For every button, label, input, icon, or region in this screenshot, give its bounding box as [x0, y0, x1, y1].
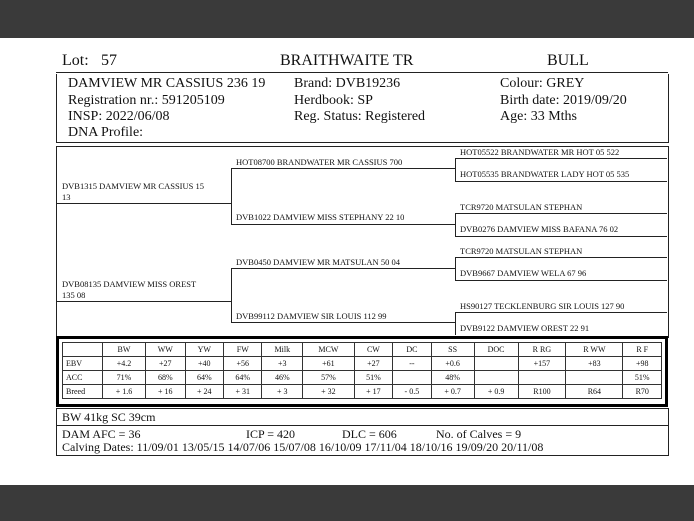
- inspection-date: INSP: 2022/06/08: [68, 109, 170, 124]
- animal-name: DAMVIEW MR CASSIUS 236 19: [68, 76, 266, 91]
- number-of-calves: No. of Calves = 9: [436, 427, 522, 441]
- bottom-letterbox-band: [0, 485, 694, 521]
- age: Age: 33 Mths: [500, 109, 577, 124]
- column-header: FW: [224, 343, 262, 357]
- header-divider: [56, 72, 668, 73]
- table-cell: + 1.6: [103, 385, 146, 399]
- column-header: CW: [354, 343, 392, 357]
- pedigree-dam-sire: DVB0450 DAMVIEW MR MATSULAN 50 04: [236, 257, 400, 267]
- row-label: EBV: [63, 357, 103, 371]
- table-cell: +98: [623, 357, 662, 371]
- pedigree-line: [455, 158, 456, 181]
- icp: ICP = 420: [246, 427, 295, 441]
- table-cell: +61: [303, 357, 355, 371]
- pedigree-line: [455, 158, 667, 159]
- pedigree-line: [455, 257, 456, 280]
- pedigree-line: [455, 257, 667, 258]
- reg-status: Reg. Status: Registered: [294, 109, 426, 124]
- pedigree-sss: HOT05522 BRANDWATER MR HOT 05 522: [460, 147, 620, 157]
- pedigree-sire-line2: 13: [62, 192, 71, 202]
- table-cell: +0.6: [431, 357, 474, 371]
- table-cell: [474, 357, 518, 371]
- performance-table-box: [56, 336, 668, 407]
- table-cell: 46%: [262, 371, 303, 385]
- table-cell: +27: [354, 357, 392, 371]
- table-cell: R70: [623, 385, 662, 399]
- table-cell: - 0.5: [393, 385, 431, 399]
- pedigree-line: [455, 236, 667, 237]
- table-cell: 64%: [185, 371, 223, 385]
- column-header: R WW: [566, 343, 623, 357]
- calving-dates: Calving Dates: 11/09/01 13/05/15 14/07/06 15/07/08 16/10/09 17/11/04 18/10/16 19/09/20 20/11/08: [62, 440, 544, 454]
- pedigree-sds: TCR9720 MATSULAN STEPHAN: [460, 202, 583, 212]
- registration-number: Registration nr.: 591205109: [68, 93, 225, 108]
- pedigree-dsd: DVB9667 DAMVIEW WELA 67 96: [460, 268, 587, 278]
- column-header: R F: [623, 343, 662, 357]
- table-cell: 51%: [354, 371, 392, 385]
- table-row-acc: [63, 371, 662, 385]
- column-header: SS: [431, 343, 474, 357]
- pedigree-line: [231, 168, 455, 169]
- dlc: DLC = 606: [342, 427, 397, 441]
- table-cell: 51%: [623, 371, 662, 385]
- pedigree-line: [231, 322, 455, 323]
- animal-type: BULL: [547, 52, 589, 69]
- pedigree-line: [455, 181, 667, 182]
- table-cell: + 31: [224, 385, 262, 399]
- pedigree-line: [231, 268, 232, 322]
- column-header: MCW: [303, 343, 355, 357]
- column-header: BW: [103, 343, 146, 357]
- table-cell: --: [393, 357, 431, 371]
- table-cell: 68%: [146, 371, 186, 385]
- table-cell: +83: [566, 357, 623, 371]
- table-cell: +27: [146, 357, 186, 371]
- pedigree-sire: DVB1315 DAMVIEW MR CASSIUS 15: [62, 181, 204, 191]
- table-row-ebv: [63, 357, 662, 371]
- pedigree-dds: HS90127 TECKLENBURG SIR LOUIS 127 90: [460, 301, 625, 311]
- lot-label: Lot:: [62, 52, 89, 69]
- pedigree-dam-line2: 135 08: [62, 290, 86, 300]
- table-cell: +4.2: [103, 357, 146, 371]
- table-cell: 64%: [224, 371, 262, 385]
- top-letterbox-band: [0, 0, 694, 38]
- pedigree-line: [231, 168, 232, 224]
- pedigree-ddd: DVB9122 DAMVIEW OREST 22 91: [460, 323, 590, 333]
- table-cell: + 16: [146, 385, 186, 399]
- dam-afc: DAM AFC = 36: [62, 427, 141, 441]
- column-header: [63, 343, 103, 357]
- row-label: Breed: [63, 385, 103, 399]
- table-cell: R64: [566, 385, 623, 399]
- table-header-row: [63, 343, 662, 357]
- pedigree-line: [455, 280, 667, 281]
- lot-number: 57: [101, 52, 117, 69]
- brand: Brand: DVB19236: [294, 76, 401, 91]
- table-cell: +157: [518, 357, 566, 371]
- table-cell: [518, 371, 566, 385]
- herdbook: Herdbook: SP: [294, 93, 373, 108]
- table-cell: + 0.7: [431, 385, 474, 399]
- table-cell: 57%: [303, 371, 355, 385]
- table-row-breed: [63, 385, 662, 399]
- pedigree-line: [57, 203, 231, 204]
- table-cell: 71%: [103, 371, 146, 385]
- dna-profile: DNA Profile:: [68, 125, 144, 140]
- table-cell: +3: [262, 357, 303, 371]
- pedigree-sire-sire: HOT08700 BRANDWATER MR CASSIUS 700: [236, 157, 403, 167]
- table-cell: [474, 371, 518, 385]
- colour: Colour: GREY: [500, 76, 585, 91]
- table-cell: + 0.9: [474, 385, 518, 399]
- column-header: DC: [393, 343, 431, 357]
- pedigree-line: [231, 268, 455, 269]
- pedigree-line: [455, 312, 667, 313]
- birth-date: Birth date: 2019/09/20: [500, 93, 627, 108]
- pedigree-line: [57, 301, 231, 302]
- pedigree-line: [231, 224, 455, 225]
- table-cell: + 3: [262, 385, 303, 399]
- pedigree-sire-dam: DVB1022 DAMVIEW MISS STEPHANY 22 10: [236, 212, 405, 222]
- bw-sc: BW 41kg SC 39cm: [62, 410, 156, 424]
- footer-divider: [56, 425, 668, 426]
- column-header: R RG: [518, 343, 566, 357]
- table-cell: [566, 371, 623, 385]
- pedigree-line: [455, 312, 456, 335]
- pedigree-dss: TCR9720 MATSULAN STEPHAN: [460, 246, 583, 256]
- column-header: Milk: [262, 343, 303, 357]
- table-cell: + 17: [354, 385, 392, 399]
- table-cell: [393, 371, 431, 385]
- pedigree-line: [455, 213, 667, 214]
- table-cell: + 32: [303, 385, 355, 399]
- pedigree-ssd: HOT05535 BRANDWATER LADY HOT 05 535: [460, 169, 630, 179]
- performance-table: [62, 342, 662, 399]
- table-cell: 48%: [431, 371, 474, 385]
- table-cell: +40: [185, 357, 223, 371]
- table-cell: +56: [224, 357, 262, 371]
- pedigree-sdd: DVB0276 DAMVIEW MISS BAFANA 76 02: [460, 224, 619, 234]
- column-header: YW: [185, 343, 223, 357]
- table-cell: + 24: [185, 385, 223, 399]
- pedigree-line: [455, 213, 456, 236]
- row-label: ACC: [63, 371, 103, 385]
- column-header: WW: [146, 343, 186, 357]
- pedigree-dam-dam: DVB99112 DAMVIEW SIR LOUIS 112 99: [236, 311, 387, 321]
- column-header: DOC: [474, 343, 518, 357]
- pedigree-dam: DVB08135 DAMVIEW MISS OREST: [62, 279, 197, 289]
- table-cell: R100: [518, 385, 566, 399]
- breeder-name: BRAITHWAITE TR: [280, 52, 414, 69]
